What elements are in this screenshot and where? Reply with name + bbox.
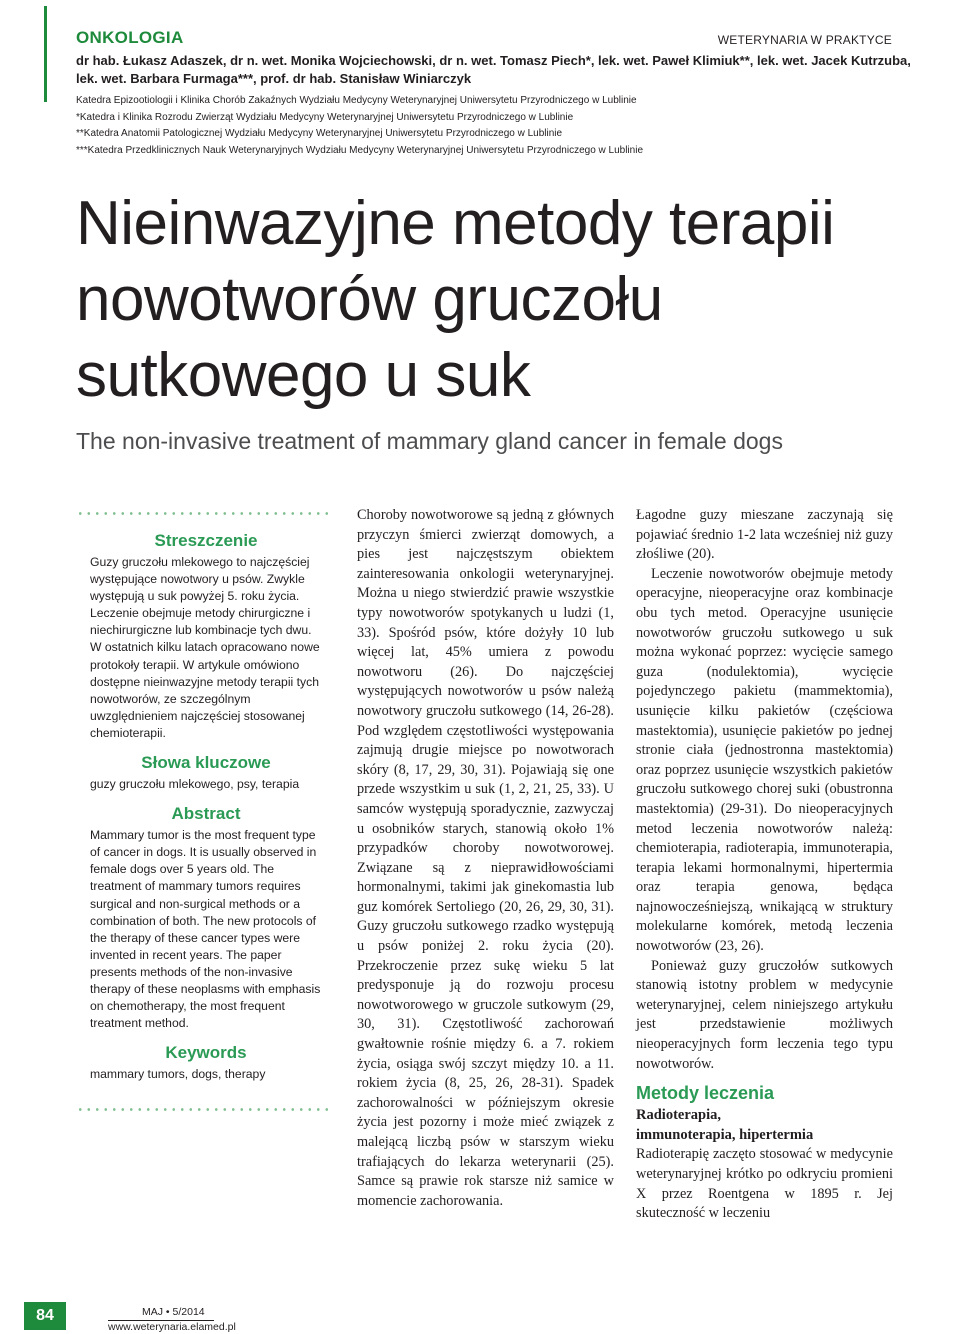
abstract-text: Mammary tumor is the most frequent type of cancer in dogs. It is usually observed in female dogs over 5 years old. The treatment of mammary tumors requires surgical and non-surgical methods or a combination of both. The new protocols of the therapy of these cancer types were invented in recent years. The paper presents methods of the non-invasive therapy of these neoplasms with emphasis on chemotherapy, the most frequent treatment method.	[90, 828, 321, 1031]
journal-name: WETERYNARIA W PRAKTYCE	[717, 33, 892, 47]
streszczenie-heading: Streszczenie	[154, 531, 258, 550]
section-label: ONKOLOGIA	[76, 28, 184, 47]
affiliation-3: **Katedra Anatomii Patologicznej Wydziału Medycyny Weterynaryjnej Uniwersytetu Przyrodniczego w Lublinie	[76, 128, 563, 139]
authors-line-1: dr hab. Łukasz Adaszek, dr n. wet. Monika Wojciechowski, dr n. wet. Tomasz Piech*, lek. wet. Paweł Klimiuk**, lek. wet. Jacek Kutrzuba,	[76, 53, 911, 68]
affiliation-1: Katedra Epizootiologii i Klinika Chorób Zakaźnych Wydziału Medycyny Weterynaryjnej Uniwersytetu Przyrodniczego w Lublinie	[76, 95, 637, 106]
body-paragraph: Radioterapię zaczęto stosować w medycynie weterynaryjnej krótko po odkryciu promieni X przez Roentgena w 1895 r. Jej skuteczność w leczeniu	[636, 1146, 893, 1222]
title-line-1: Nieinwazyjne metody terapii	[76, 189, 835, 258]
keywords-text: mammary tumors, dogs, therapy	[90, 1067, 266, 1082]
issue-label: MAJ • 5/2014	[108, 1306, 214, 1321]
abstract-bottom-divider	[76, 1108, 332, 1111]
header-accent-bar	[44, 6, 47, 102]
authors-line-2: lek. wet. Barbara Furmaga***, prof. dr hab. Stanisław Winiarczyk	[76, 71, 472, 86]
streszczenie-text: Guzy gruczołu mlekowego to najczęściej występujące nowotwory u psów. Zwykle występują u suk powyżej 5. roku życia. Leczenie obejmuje metody chirurgiczne i niechirurgiczne lub kombinacje tych dwu. W ostatnich kilku latach opracowano nowe protokoły terapii. W artykule omówiono dostępne nieinwazyjne metody terapii tych nowotworów, ze szczególnym uwzględnieniem najczęściej stosowanej chemioterapii.	[90, 555, 320, 740]
methods-subheading-2: immunoterapia, hipertermia	[636, 1126, 814, 1143]
body-column-3	[636, 506, 893, 1224]
footer	[108, 1306, 236, 1334]
website-link[interactable]: www.weterynaria.elamed.pl	[108, 1321, 236, 1333]
body-paragraph: Leczenie nowotworów obejmuje metody operacyjne, nieoperacyjne oraz kombinacje obu tych metod. Operacyjne usunięcie nowotworów gruczołu sutkowego u suk można wykonać poprzez: wycięcie samego guza (nodulektomia), wycięcie pojedynczego pakietu (mammektomia), usunięcie kilku pakietów (częściowa mastektomia), usunięcie pakietów po jednej stronie ciała (jednostronna mastektomia) oraz poprzez usunięcie wszystkich pakietów gruczołu sutkowego chorej suki (obustronna mastektomia) (29-31). Do nieoperacyjnych metod leczenia nowotworów należą: chemioterapia, radioterapia, immunoterapia, terapia lekami hormonalnymi, hipertermia oraz terapia genowa, będąca najnowocześniejszą, wnikającą w struktury molekularne komórek, metodą leczenia nowotworów (23, 26).	[636, 565, 893, 955]
body-paragraph: Choroby nowotworowe są jedną z głównych przyczyn śmierci zwierząt domowych, a pies jest najczęstszym obiektem zainteresowania onkologii weterynaryjnej. Można u niego stwierdzić prawie wszystkie typy nowotworów spotykanych u ludzi (1, 33). Spośród psów, które dożyły 10 lub więcej lat, 45% umiera z powodu nowotworu (26). Do najczęściej występujących nowotworów u psów należą nowotwory gruczołu sutkowego (14, 26-28). Pod względem częstotliwości występowania zajmują drugie miejsce po nowotworach skóry (8, 17, 29, 30, 31). Pojawiają się one przede wszystkim u suk (1, 2, 21, 25, 33). U samców występują sporadycznie, zazwyczaj u osobników starych, stanowią około 1% przypadków choroby nowotworowej. Związane są z nieprawidłowościami hormonalnymi, takimi jak ginekomastia lub guz komórek Sertoliego (20, 26, 29, 30, 31). Guzy gruczołu sutkowego rzadko występują u psów poniżej 2. roku życia (20). Przekroczenie przez sukę wieku 5 lat predysponuje ją do rozwoju procesu nowotworowego w gruczole sutkowym (29, 30, 31). Częstotliwość zachorowań gwałtownie rośnie między 6. a 7. rokiem życia, osiąga swój szczyt między 10. a 11. rokiem życia (8, 25, 26, 28-31). Spadek zachorowalności w późniejszym okresie życia jest pozorny i może mieć związek z malejącą liczbą psów w starszym wieku trafiających do lekarza weterynarii (25). Samce są prawie rok starsze niż samice w momencie zachorowania.	[357, 507, 614, 1209]
abstract-top-divider	[76, 512, 332, 515]
article-title	[76, 186, 916, 414]
abstract-heading: Abstract	[171, 804, 241, 824]
abstract-box	[90, 528, 322, 1091]
authors	[76, 52, 911, 88]
title-line-3: sutkowego u suk	[76, 341, 531, 410]
methods-subheading-1: Radioterapia,	[636, 1107, 721, 1124]
affiliation-4: ***Katedra Przedklinicznych Nauk Weterynaryjnych Wydziału Medycyny Weterynaryjnej Uniwersytetu Przyrodniczego w Lublinie	[76, 144, 644, 156]
page-number: 84	[24, 1302, 66, 1330]
methods-heading: Metody leczenia	[636, 1083, 775, 1104]
keywords-heading: Keywords	[165, 1043, 247, 1063]
slowa-kluczowe-heading: Słowa kluczowe	[141, 753, 271, 773]
title-line-2: nowotworów gruczołu	[76, 265, 663, 334]
slowa-kluczowe-text: guzy gruczołu mlekowego, psy, terapia	[90, 777, 300, 792]
body-column-2	[357, 506, 614, 1211]
body-paragraph: Łagodne guzy mieszane zaczynają się pojawiać średnio 1-2 lata wcześniej niż guzy złośliwe (20).	[636, 507, 893, 563]
body-paragraph: Ponieważ guzy gruczołów sutkowych stanowią istotny problem w medycynie weterynaryjnej, celem niniejszego artykułu jest przedstawienie możliwych nieoperacyjnych form leczenia tego typu nowotworów.	[636, 957, 893, 1072]
affiliations	[76, 93, 643, 159]
article-subtitle: The non-invasive treatment of mammary gland cancer in female dogs	[76, 428, 783, 454]
affiliation-2: *Katedra i Klinika Rozrodu Zwierząt Wydziału Medycyny Weterynaryjnej Uniwersytetu Przyrodniczego w Lublinie	[76, 111, 574, 123]
